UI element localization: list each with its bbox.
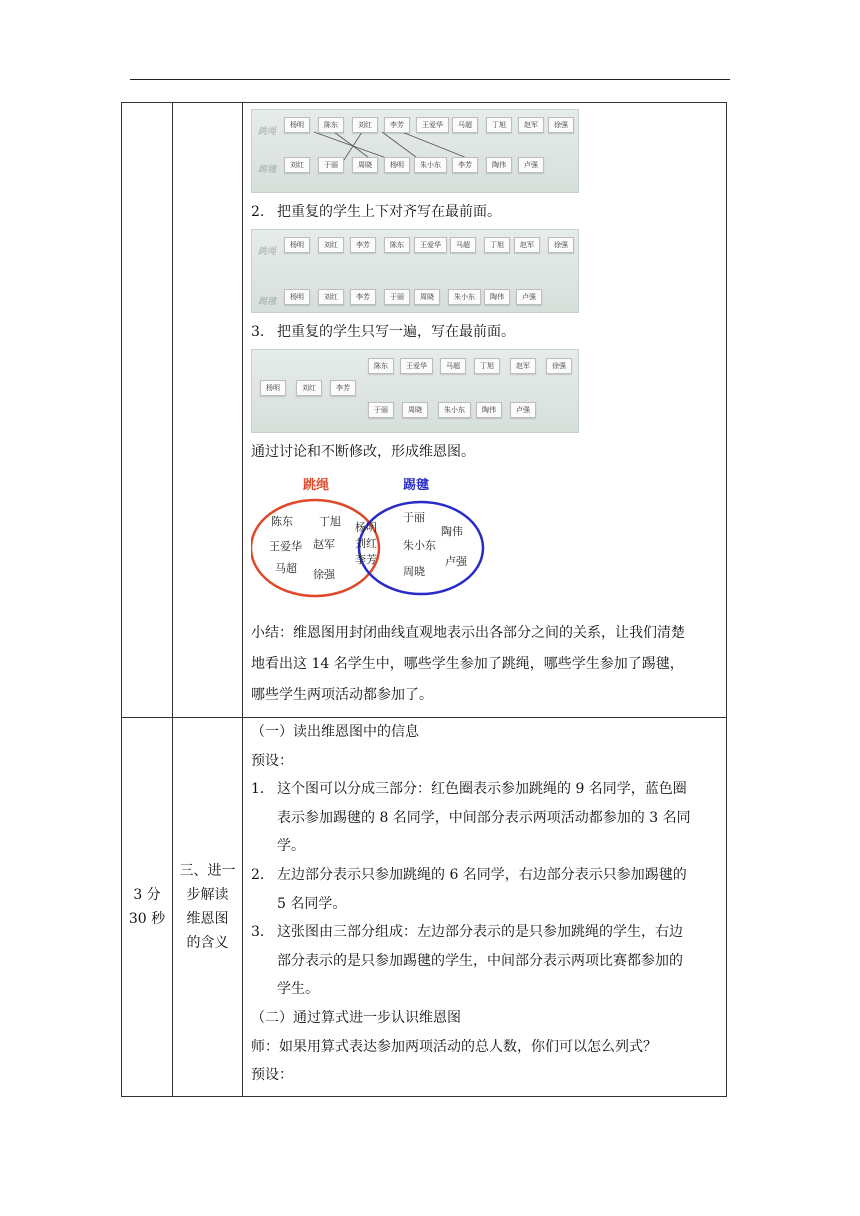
- name-card: 丁旭: [486, 117, 512, 133]
- header-rule: [130, 79, 730, 80]
- name-card: 卢强: [516, 289, 542, 305]
- name-card: 徐强: [548, 117, 574, 133]
- step-number: 2.: [251, 204, 265, 220]
- stage-text: 步解读: [186, 886, 229, 903]
- item-number: 2．: [251, 866, 274, 883]
- venn-name: 朱小东: [403, 539, 436, 552]
- name-card: 朱小东: [438, 402, 471, 418]
- summary-line: 地看出这 14 名学生中，哪些学生参加了跳绳，哪些学生参加了踢毽，: [251, 656, 684, 672]
- stage-cell: [173, 718, 243, 1097]
- name-card: 赵军: [514, 237, 540, 253]
- name-card: 王爱华: [400, 358, 433, 374]
- name-card: 卢强: [510, 402, 536, 418]
- summary-line: 小结：维恩图用封闭曲线直观地表示出各部分之间的关系，让我们清楚: [251, 625, 685, 641]
- venn-left-title: 跳绳: [303, 478, 330, 493]
- name-card: 刘红: [352, 117, 378, 133]
- item-line: 表示参加踢毽的 8 名同学，中间部分表示两项活动都参加的 3 名同: [277, 809, 691, 826]
- item-line: 部分表示的是只参加踢毽的学生，中间部分表示两项比赛都参加的: [277, 952, 683, 969]
- name-card: 徐强: [548, 237, 574, 253]
- name-card: 马超: [450, 237, 476, 253]
- content-cell: [243, 718, 727, 1097]
- venn-name: 王爱华: [269, 540, 302, 553]
- name-card: 朱小东: [414, 157, 447, 173]
- step-2: [251, 197, 720, 227]
- name-card: 丁旭: [474, 358, 500, 374]
- item-number: 1．: [251, 781, 274, 798]
- name-card: 马超: [440, 358, 466, 374]
- name-card: 陈东: [318, 117, 344, 133]
- name-card: 李芳: [452, 157, 478, 173]
- item-line: 学。: [277, 838, 305, 855]
- venn-name: 徐强: [313, 568, 335, 581]
- section-heading: （二）通过算式进一步认识维恩图: [251, 1009, 461, 1026]
- venn-diagram: [251, 473, 501, 603]
- name-card: 王爱华: [414, 237, 447, 253]
- venn-name: 陈东: [271, 515, 293, 528]
- name-card: 杨明: [284, 237, 310, 253]
- summary: [251, 618, 720, 711]
- stage-text: 维恩图: [186, 910, 229, 927]
- photo-cards-3: [251, 349, 579, 433]
- item-line: 左边部分表示只参加跳绳的 6 名同学，右边部分表示只参加踢毽的: [277, 866, 687, 883]
- section-heading: （一）读出维恩图中的信息: [251, 724, 419, 740]
- name-card: 刘红: [284, 157, 310, 173]
- name-card: 朱小东: [448, 289, 481, 305]
- handwriting-top: 跳绳: [258, 127, 277, 137]
- name-card: 卢强: [518, 157, 544, 173]
- discussion-text: 通过讨论和不断修改，形成维恩图。: [251, 444, 475, 460]
- venn-name: 李芳: [355, 553, 377, 566]
- list-item: [251, 918, 720, 1004]
- time-cell: [122, 103, 173, 718]
- name-card: 赵军: [510, 358, 536, 374]
- item-line: 学生。: [277, 981, 319, 998]
- name-card: 刘红: [318, 289, 344, 305]
- step-text: 把重复的学生上下对齐写在最前面。: [277, 204, 501, 220]
- stage-text: 三、进一: [179, 862, 236, 879]
- handwriting-top: 跳绳: [258, 247, 277, 257]
- list-item: [251, 775, 720, 861]
- venn-name: 于丽: [403, 511, 425, 524]
- venn-name: 马超: [275, 562, 297, 575]
- name-card: 陶伟: [486, 157, 512, 173]
- name-card: 李芳: [350, 237, 376, 253]
- table-row: [122, 103, 727, 718]
- item-line: 这张图由三部分组成：左边部分表示的是只参加跳绳的学生，右边: [277, 924, 683, 941]
- name-card: 赵军: [518, 117, 544, 133]
- name-card: 杨明: [284, 117, 310, 133]
- venn-name: 刘红: [355, 537, 377, 550]
- name-card: 丁旭: [484, 237, 510, 253]
- name-card: 于丽: [318, 157, 344, 173]
- stage-text: 的含义: [186, 934, 229, 951]
- name-card: 陈东: [368, 358, 394, 374]
- item-number: 3．: [251, 924, 274, 941]
- teacher-question: 师：如果用算式表达参加两项活动的总人数，你们可以怎么列式？: [251, 1038, 657, 1055]
- name-card: 马超: [452, 117, 478, 133]
- name-card: 李芳: [330, 380, 356, 396]
- name-card: 于丽: [384, 289, 410, 305]
- photo-cards-2: [251, 229, 579, 313]
- venn-name: 赵军: [313, 538, 335, 551]
- step-3: [251, 317, 720, 347]
- name-card: 李芳: [350, 289, 376, 305]
- name-card: 杨明: [260, 380, 286, 396]
- venn-name: 丁旭: [319, 515, 341, 528]
- name-card: 陈东: [384, 237, 410, 253]
- lesson-table: [121, 102, 727, 1097]
- name-card: 王爱华: [416, 117, 449, 133]
- name-card: 周晓: [414, 289, 440, 305]
- name-card: 徐强: [546, 358, 572, 374]
- name-card: 刘红: [318, 237, 344, 253]
- name-card: 于丽: [368, 402, 394, 418]
- handwriting-bottom: 踢毽: [258, 165, 277, 175]
- item-line: 这个图可以分成三部分：红色圈表示参加跳绳的 9 名同学，蓝色圈: [277, 781, 687, 798]
- table-row: [122, 718, 727, 1097]
- venn-right-title: 踢毽: [403, 478, 430, 493]
- content-cell: [243, 103, 727, 718]
- name-card: 陶伟: [476, 402, 502, 418]
- name-card: 刘红: [296, 380, 322, 396]
- name-card: 周晓: [352, 157, 378, 173]
- time-text: 30 秒: [128, 910, 166, 927]
- venn-name: 杨明: [355, 521, 377, 534]
- photo-cards-1: [251, 109, 579, 193]
- venn-name: 周晓: [403, 565, 425, 578]
- item-line: 5 名同学。: [277, 895, 347, 912]
- name-card: 杨明: [284, 289, 310, 305]
- name-card: 李芳: [384, 117, 410, 133]
- name-card: 周晓: [402, 402, 428, 418]
- step-number: 3.: [251, 324, 265, 340]
- step-text: 把重复的学生只写一遍，写在最前面。: [277, 324, 515, 340]
- name-card: 陶伟: [484, 289, 510, 305]
- name-card: 杨明: [384, 157, 410, 173]
- stage-cell: [173, 103, 243, 718]
- list-item: [251, 861, 720, 918]
- venn-name: 陶伟: [441, 525, 463, 538]
- handwriting-bottom: 踢毽: [258, 297, 277, 307]
- preset-label: 预设：: [251, 1067, 293, 1084]
- preset-label: 预设：: [251, 752, 293, 769]
- time-cell: [122, 718, 173, 1097]
- time-text: 3 分: [133, 886, 161, 903]
- summary-line: 哪些学生两项活动都参加了。: [251, 687, 433, 703]
- venn-name: 卢强: [445, 555, 467, 568]
